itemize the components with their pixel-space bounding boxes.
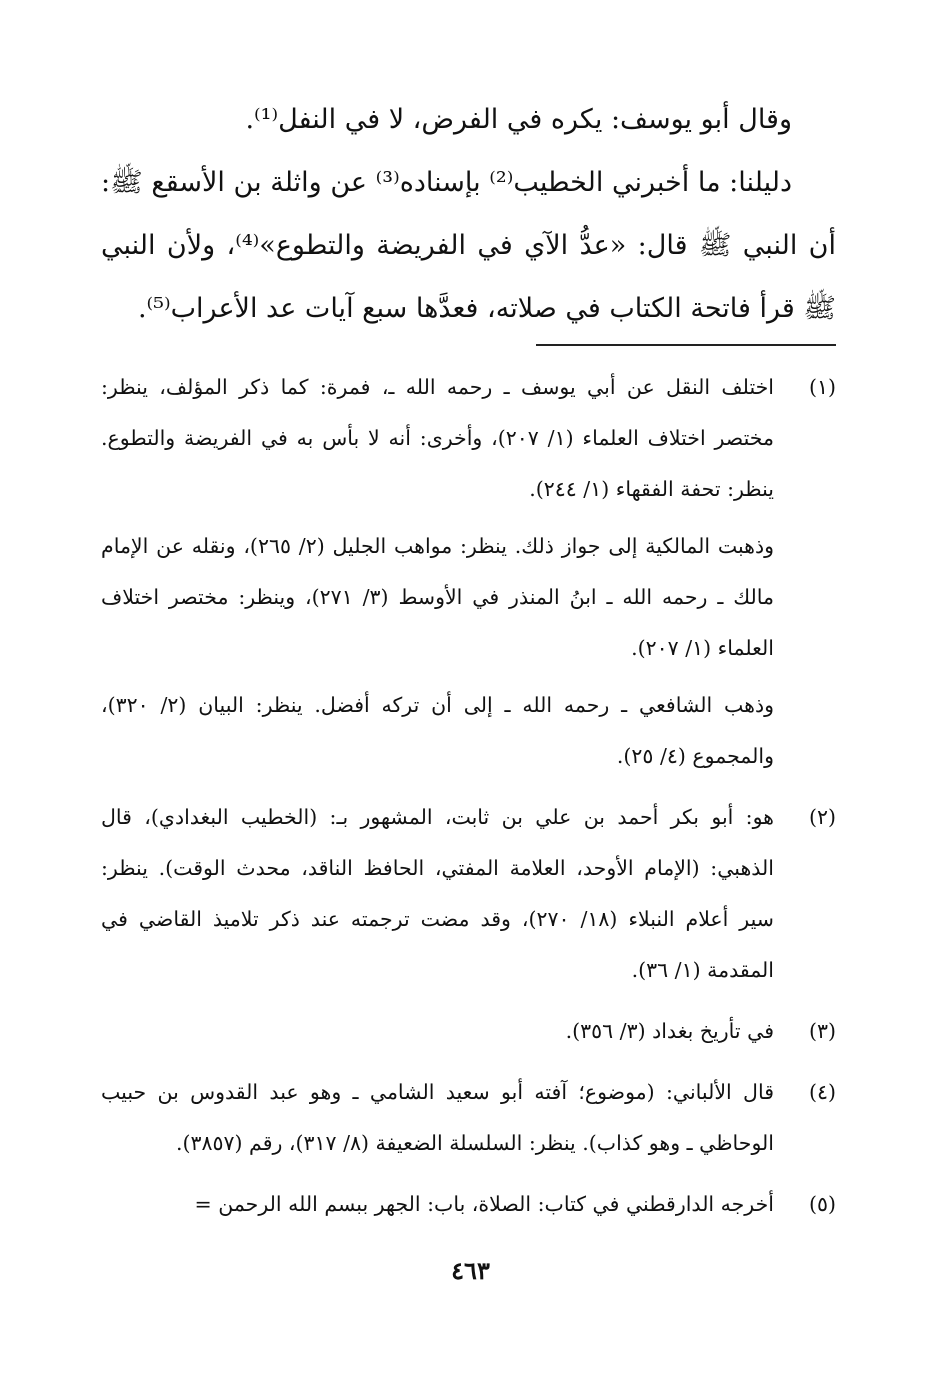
footnote-body <box>101 792 774 1002</box>
footnote-number: (٢) <box>808 805 836 829</box>
footnote <box>101 1006 836 1063</box>
footnote-number: (١) <box>808 375 836 399</box>
footnote-paragraph: قال الألباني: (موضوع؛ آفته أبو سعيد الشامي ـ وهو عبد القدوس بن حبيب الوحاظي ـ وهو كذاب). ينظر: السلسلة الضعيفة (٨/ ٣١٧)، رقم (٣٨٥٧). <box>101 1080 774 1155</box>
main-paragraph: دليلنا: ما أخبرني الخطيب⁽²⁾ بإسناده⁽³⁾ عن واثلة بن الأسقع ﷺ: أن النبي ﷺ قال: «عدُّ الآي في الفريضة والتطوع»⁽⁴⁾، ولأن النبي ﷺ قرأ فاتحة الكتاب في صلاته، فعدَّها سبع آيات عد الأعراب⁽⁵⁾. <box>101 167 836 324</box>
footnote-paragraph: في تأريخ بغداد (٣/ ٣٥٦). <box>565 1019 774 1043</box>
footnote-number: (٥) <box>808 1192 836 1216</box>
footnote-paragraph: وذهبت المالكية إلى جواز ذلك. ينظر: مواهب الجليل (٢/ ٢٦٥)، ونقله عن الإمام مالك ـ رحمه الله ـ ابنُ المنذر في الأوسط (٣/ ٢٧١)، وينظر: مختصر اختلاف العلماء (١/ ٢٠٧). <box>101 534 774 660</box>
footnote <box>101 362 836 788</box>
footnote-body <box>101 1067 774 1175</box>
footnote-number: (٤) <box>808 1080 836 1104</box>
footnote-paragraph: أخرجه الدارقطني في كتاب: الصلاة، باب: الجهر ببسم الله الرحمن = <box>194 1192 774 1216</box>
main-paragraph: وقال أبو يوسف: يكره في الفرض، لا في النفل⁽¹⁾. <box>245 104 792 135</box>
footnote-number: (٣) <box>808 1019 836 1043</box>
footnote-body <box>101 362 774 788</box>
footnote-divider <box>536 344 836 346</box>
main-text <box>101 88 836 340</box>
footnotes <box>101 362 836 1240</box>
footnote-paragraph: وذهب الشافعي ـ رحمه الله ـ إلى أن تركه أفضل. ينظر: البيان (٢/ ٣٢٠)، والمجموع (٤/ ٢٥). <box>101 693 774 768</box>
footnote-paragraph: هو: أبو بكر أحمد بن علي بن ثابت، المشهور بـ: (الخطيب البغدادي)، قال الذهبي: (الإمام الأوحد، العلامة المفتي، الحافظ الناقد، محدث الوقت). ينظر: سير أعلام النبلاء (١٨/ ٢٧٠)، وقد مضت ترجمته عند ذكر تلاميذ القاضي في المقدمة (١/ ٣٦). <box>101 805 774 982</box>
footnote-body <box>101 1179 774 1236</box>
footnote <box>101 1179 836 1236</box>
footnote <box>101 792 836 1002</box>
footnote <box>101 1067 836 1175</box>
page-number: ٤٦٣ <box>451 1256 490 1285</box>
footnote-paragraph: اختلف النقل عن أبي يوسف ـ رحمه الله ـ، فمرة: كما ذكر المؤلف، ينظر: مختصر اختلاف العلماء (١/ ٢٠٧)، وأخرى: أنه لا بأس به في الفريضة والتطوع. ينظر: تحفة الفقهاء (١/ ٢٤٤). <box>101 375 774 501</box>
footnote-body <box>101 1006 774 1063</box>
